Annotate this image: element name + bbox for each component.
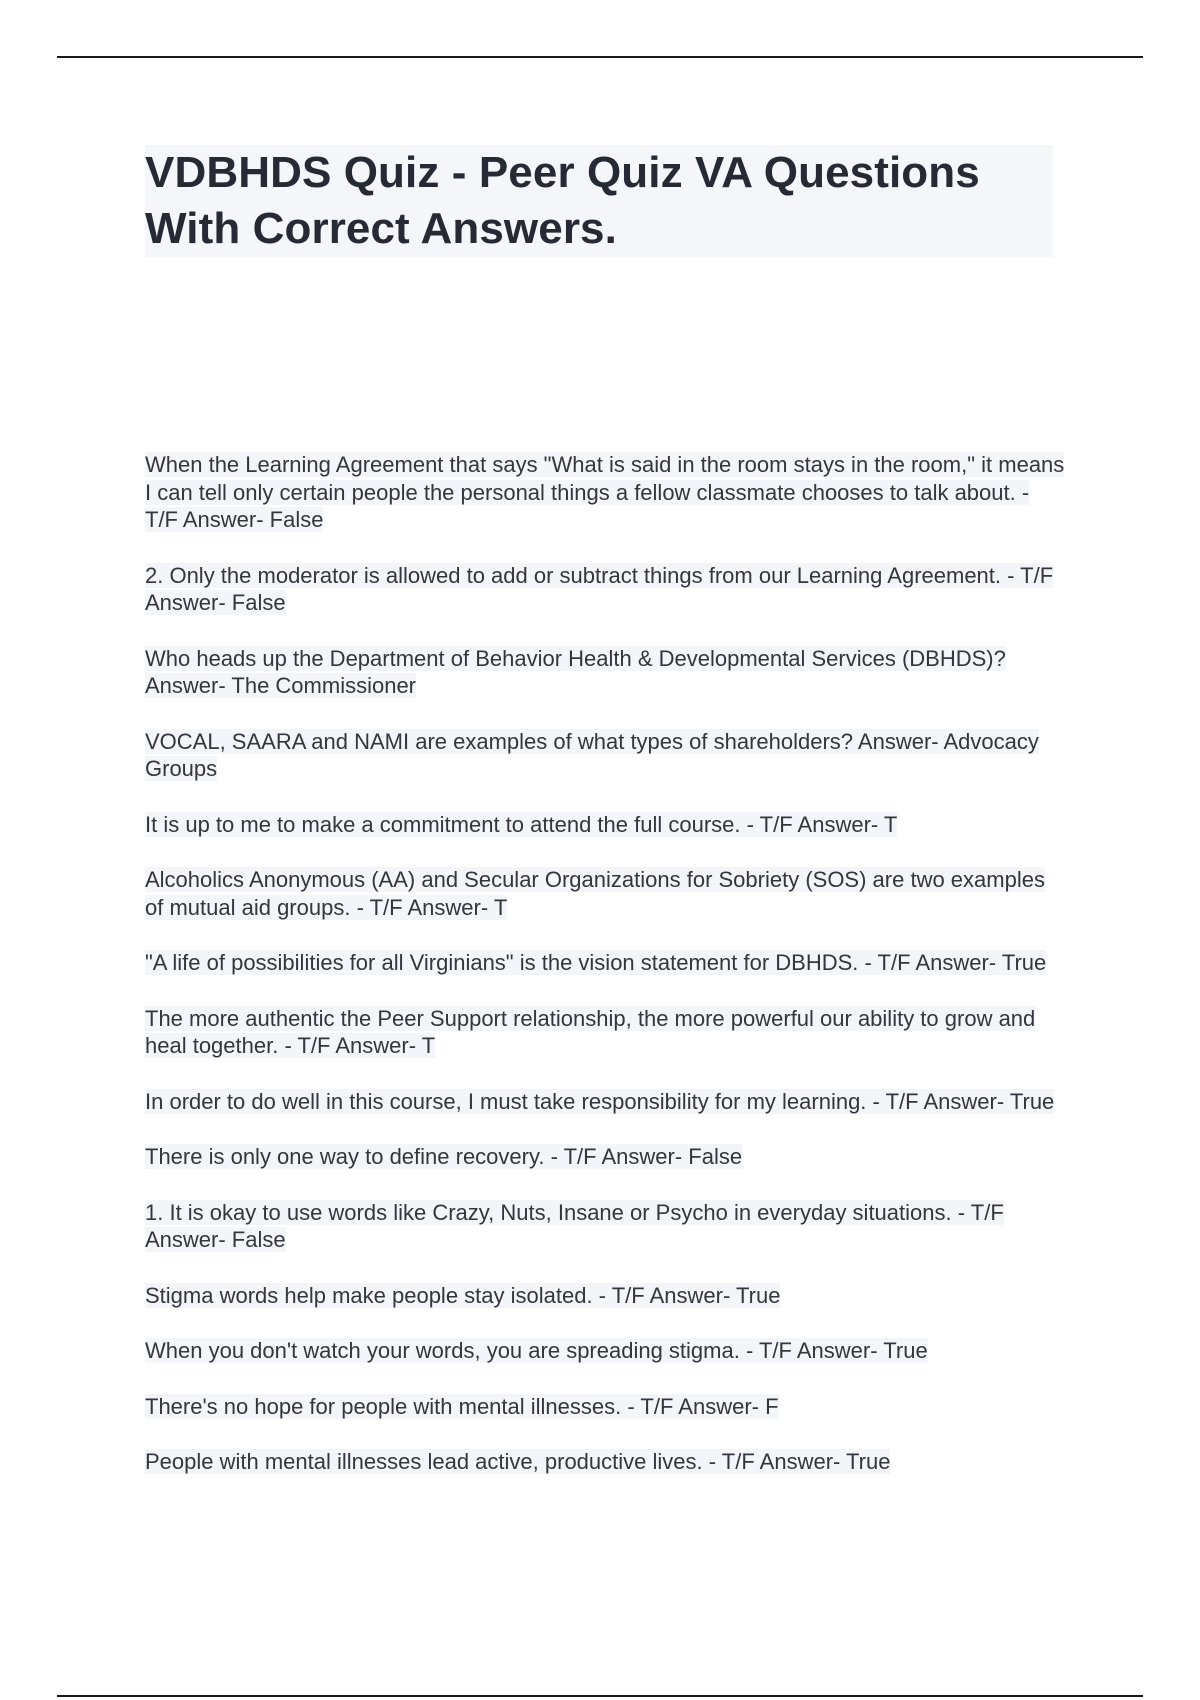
- top-rule: [57, 56, 1143, 58]
- question-item: [145, 1448, 1065, 1476]
- question-item: [145, 645, 1065, 700]
- question-item: [145, 1199, 1065, 1254]
- question-item: [145, 1143, 1065, 1171]
- question-text: The more authentic the Peer Support relationship, the more powerful our ability to grow and heal together. - T/F Answer- T: [145, 1005, 1036, 1058]
- question-text: People with mental illnesses lead active, productive lives. - T/F Answer- True: [145, 1449, 891, 1474]
- question-text: There is only one way to define recovery. - T/F Answer- False: [145, 1144, 743, 1169]
- question-item: [145, 728, 1065, 783]
- question-item: [145, 562, 1065, 617]
- question-text: 1. It is okay to use words like Crazy, Nuts, Insane or Psycho in everyday situations. - T/F Answer- False: [145, 1199, 1004, 1252]
- question-item: [145, 811, 1065, 839]
- question-text: There's no hope for people with mental illnesses. - T/F Answer- F: [145, 1393, 779, 1419]
- question-text: When you don't watch your words, you are spreading stigma. - T/F Answer- True: [145, 1338, 928, 1363]
- question-text: It is up to me to make a commitment to attend the full course. - T/F Answer- T: [145, 811, 898, 837]
- question-text: "A life of possibilities for all Virginians" is the vision statement for DBHDS. - T/F Answer- True: [145, 950, 1047, 975]
- question-item: [145, 1393, 1065, 1421]
- question-text: Who heads up the Department of Behavior Health & Developmental Services (DBHDS)? Answer- The Commissioner: [145, 645, 1006, 698]
- question-text: VOCAL, SAARA and NAMI are examples of what types of shareholders? Answer- Advocacy Groups: [145, 728, 1039, 781]
- question-item: [145, 1337, 1065, 1365]
- question-list: [145, 451, 1065, 1504]
- page-title: VDBHDS Quiz - Peer Quiz VA Questions With Correct Answers.: [145, 148, 980, 253]
- question-item: [145, 451, 1065, 534]
- question-item: [145, 866, 1065, 921]
- question-text: When the Learning Agreement that says "What is said in the room stays in the room," it means I can tell only certain people the personal things a fellow classmate chooses to talk about. - T/F Answer- False: [145, 452, 1065, 532]
- question-item: [145, 1282, 1065, 1310]
- question-item: [145, 1088, 1065, 1116]
- title-block: [145, 145, 1053, 257]
- question-text: In order to do well in this course, I must take responsibility for my learning. - T/F Answer- True: [145, 1088, 1055, 1114]
- question-item: [145, 1005, 1065, 1060]
- bottom-rule: [57, 1695, 1143, 1697]
- question-text: Stigma words help make people stay isolated. - T/F Answer- True: [145, 1282, 781, 1308]
- question-item: [145, 949, 1065, 977]
- question-text: 2. Only the moderator is allowed to add or subtract things from our Learning Agreement. - T/F Answer- False: [145, 562, 1054, 615]
- question-text: Alcoholics Anonymous (AA) and Secular Organizations for Sobriety (SOS) are two examples of mutual aid groups. - T/F Answer- T: [145, 867, 1045, 920]
